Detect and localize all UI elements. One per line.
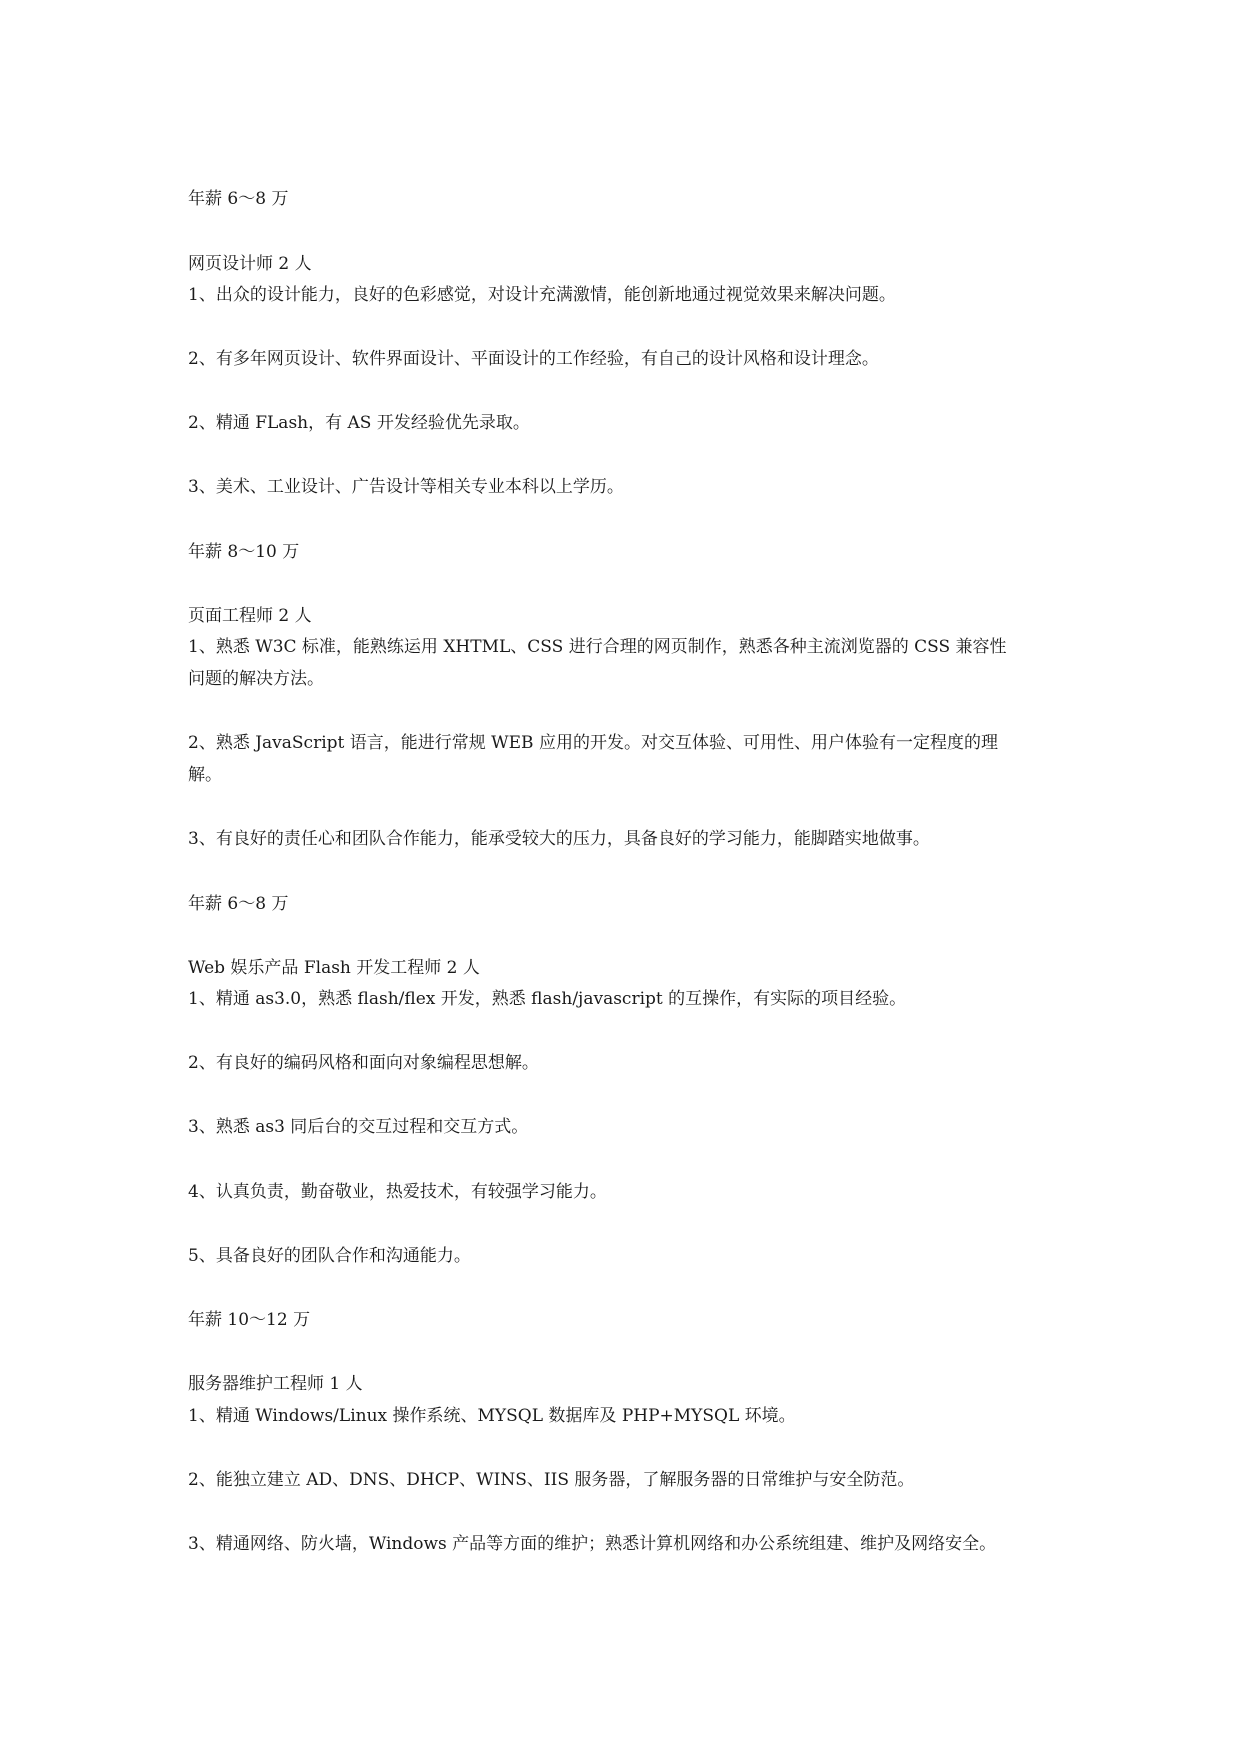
requirement-line: 1、熟悉 W3C 标准，能熟练运用 XHTML、CSS 进行合理的网页制作，熟悉各种主流浏览器的 CSS 兼容性 <box>188 637 1007 657</box>
requirement-line-continued: 解。 <box>188 765 222 785</box>
requirement-line: 2、有多年网页设计、软件界面设计、平面设计的工作经验，有自己的设计风格和设计理念。 <box>188 349 879 369</box>
requirement-line: 1、精通 Windows/Linux 操作系统、MYSQL 数据库及 PHP+MYSQL 环境。 <box>188 1406 796 1426</box>
requirement-line: 3、熟悉 as3 同后台的交互过程和交互方式。 <box>188 1117 529 1137</box>
requirement-line: 2、精通 FLash，有 AS 开发经验优先录取。 <box>188 413 530 433</box>
requirement-line: 3、有良好的责任心和团队合作能力，能承受较大的压力，具备良好的学习能力，能脚踏实地做事。 <box>188 829 930 849</box>
requirement-line: 1、出众的设计能力，良好的色彩感觉，对设计充满激情，能创新地通过视觉效果来解决问题。 <box>188 285 896 305</box>
requirement-line: 3、美术、工业设计、广告设计等相关专业本科以上学历。 <box>188 477 624 497</box>
job-title: 页面工程师 2 人 <box>188 606 312 626</box>
requirement-line: 4、认真负责，勤奋敬业，热爱技术，有较强学习能力。 <box>188 1182 607 1202</box>
requirement-line: 2、能独立建立 AD、DNS、DHCP、WINS、IIS 服务器，了解服务器的日常维护与安全防范。 <box>188 1470 915 1490</box>
requirement-line: 3、精通网络、防火墙，Windows 产品等方面的维护；熟悉计算机网络和办公系统组建、维护及网络安全。 <box>188 1534 997 1554</box>
requirement-line: 5、具备良好的团队合作和沟通能力。 <box>188 1246 471 1266</box>
salary-heading: 年薪 8～10 万 <box>188 542 300 562</box>
requirement-line: 2、熟悉 JavaScript 语言，能进行常规 WEB 应用的开发。对交互体验、可用性、用户体验有一定程度的理 <box>188 733 998 753</box>
requirement-line-continued: 问题的解决方法。 <box>188 669 324 689</box>
salary-heading: 年薪 10～12 万 <box>188 1310 311 1330</box>
job-title: 服务器维护工程师 1 人 <box>188 1374 363 1394</box>
job-title: Web 娱乐产品 Flash 开发工程师 2 人 <box>188 958 480 978</box>
requirement-line: 2、有良好的编码风格和面向对象编程思想解。 <box>188 1053 539 1073</box>
salary-heading: 年薪 6～8 万 <box>188 189 289 209</box>
requirement-line: 1、精通 as3.0，熟悉 flash/flex 开发，熟悉 flash/javascript 的互操作，有实际的项目经验。 <box>188 989 907 1009</box>
salary-heading: 年薪 6～8 万 <box>188 894 289 914</box>
job-title: 网页设计师 2 人 <box>188 254 312 274</box>
